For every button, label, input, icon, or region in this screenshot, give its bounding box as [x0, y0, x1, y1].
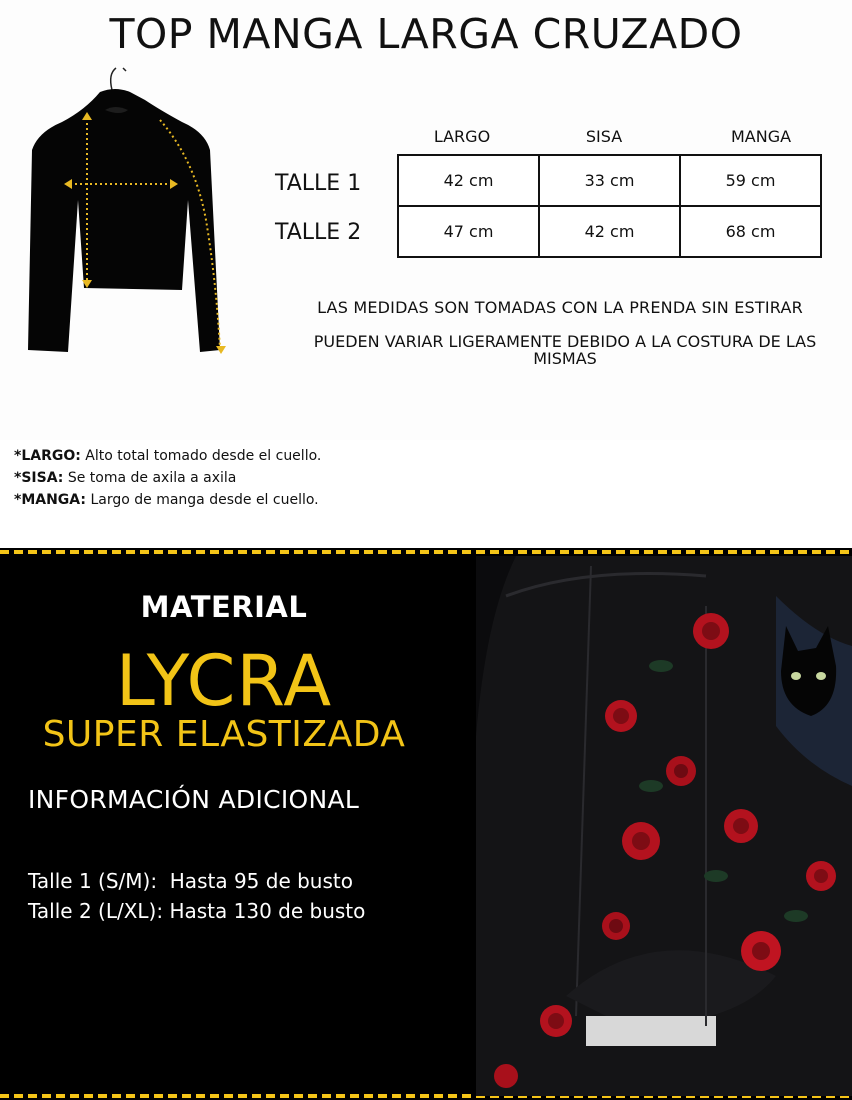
- column-header-manga: MANGA: [730, 127, 792, 146]
- material-title: MATERIAL: [140, 590, 308, 624]
- definition-item: [14, 467, 321, 489]
- material-detail: SUPER ELASTIZADA: [42, 714, 406, 755]
- definition-item: [14, 489, 321, 511]
- definition-item: [14, 445, 321, 467]
- printed-top-photo: [476, 556, 852, 1096]
- size-guide-section: [0, 0, 852, 548]
- definition-term: *MANGA:: [14, 492, 86, 508]
- table-cell: 47 cm: [398, 206, 539, 257]
- measurement-note: LAS MEDIDAS SON TOMADAS CON LA PRENDA SIN ESTIRAR: [317, 298, 803, 317]
- definition-term: *LARGO:: [14, 448, 81, 464]
- material-name: LYCRA: [115, 640, 333, 722]
- info-line: Talle 1 (S/M): Hasta 95 de busto: [28, 869, 353, 893]
- table-cell: 42 cm: [398, 155, 539, 206]
- definitions-list: [14, 445, 321, 511]
- table-cell: 42 cm: [539, 206, 680, 257]
- info-title: INFORMACIÓN ADICIONAL: [28, 785, 360, 814]
- material-section: [0, 548, 852, 1100]
- definition-text: Se toma de axila a axila: [63, 470, 237, 486]
- long-sleeve-top-icon: [20, 60, 235, 360]
- info-line: Talle 2 (L/XL): Hasta 130 de busto: [28, 899, 366, 923]
- definition-term: *SISA:: [14, 470, 64, 486]
- info-lines: [28, 866, 365, 926]
- column-header-sisa: SISA: [585, 127, 623, 146]
- table-cell: 59 cm: [680, 155, 821, 206]
- column-header-largo: LARGO: [433, 127, 491, 146]
- variation-note: PUEDEN VARIAR LIGERAMENTE DEBIDO A LA COSTURA DE LAS MISMAS: [313, 332, 817, 368]
- page-title: TOP MANGA LARGA CRUZADO: [109, 10, 743, 58]
- top-dashed-border: [0, 550, 852, 554]
- table-row: [398, 206, 821, 257]
- definition-text: Largo de manga desde el cuello.: [86, 492, 319, 508]
- table-cell: 33 cm: [539, 155, 680, 206]
- table-row: [398, 155, 821, 206]
- definition-text: Alto total tomado desde el cuello.: [80, 448, 322, 464]
- row-header-talle-2: TALLE 2: [275, 220, 362, 245]
- row-header-talle-1: TALLE 1: [275, 171, 362, 196]
- table-cell: 68 cm: [680, 206, 821, 257]
- size-table: [397, 154, 822, 258]
